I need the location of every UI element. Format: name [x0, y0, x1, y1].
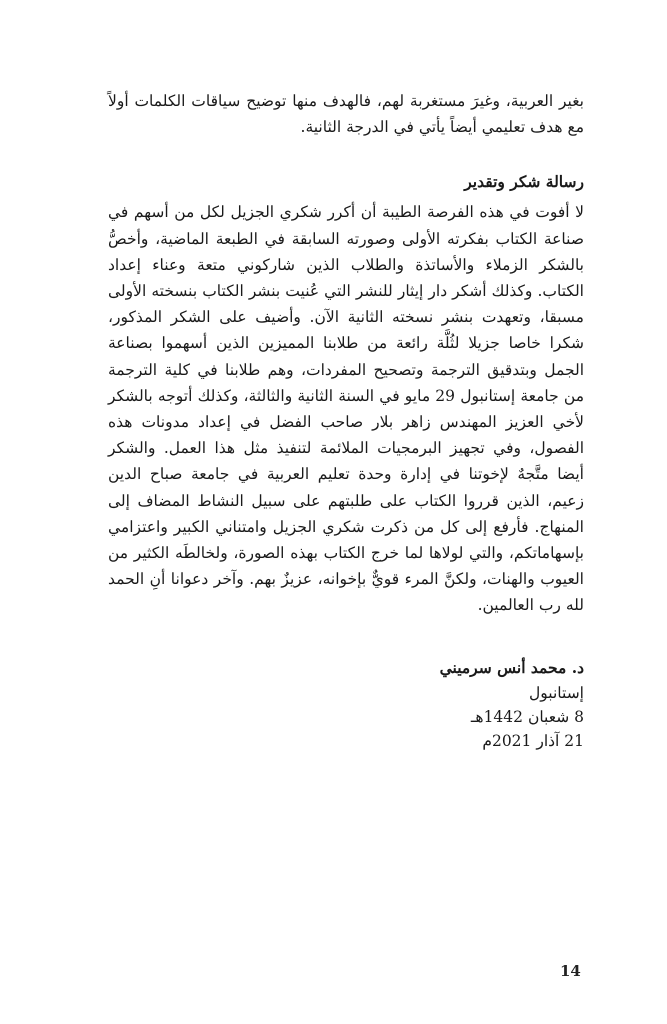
author-name: د. محمد أنس سرميني: [439, 657, 584, 677]
signature-block: [108, 655, 584, 753]
thanks-line: وكذلك أتوجه بالشكر لأخي العزيز المهندس زاهر بلار صاحب الفضل: [108, 386, 584, 432]
intro-line: بغير العربية، وغيرَ مستغربة لهم، فالهدف منها توضيح سياقات الكلمات: [134, 92, 584, 110]
thanks-line: إعداد الكتاب. وكذلك أشكر دار إيثار للنشر التي عُنيت بنشر الكتاب: [108, 255, 584, 301]
page-number: 14: [560, 962, 581, 980]
section-heading: رسالة شكر وتقدير: [464, 172, 584, 192]
thanks-line: في كلية الترجمة من جامعة إستانبول 29 مايو في السنة الثانية والثالثة،: [108, 360, 585, 405]
thanks-paragraph: [108, 199, 584, 618]
thanks-line: في جامعة صباح الدين زعيم، الذين قرروا الكتاب على طلبتهم على: [108, 465, 584, 510]
gregorian-date: 21 آذار 2021م: [482, 731, 584, 750]
thanks-line: قويٌّ بإخوانه، عزيزٌ بهم. وآخر دعوانا أنِ الحمد لله رب العالمين.: [108, 570, 584, 615]
thanks-line: أسهموا بصناعة الجمل وبتدقيق الترجمة وتصحيح المفردات، وهم طلابنا: [108, 334, 584, 379]
thanks-line: بنسخته الأولى مسبقا، وتعهدت بنشر نسخته الثانية الآن. وأضيف على: [108, 282, 584, 327]
thanks-line: سبيل النشاط المضاف إلى المنهاج. فأرفع إلى كل من ذكرت شكري: [108, 491, 584, 536]
thanks-line: مثل هذا العمل. والشكر أيضا متَّجهٌ لإخوتنا في إدارة وحدة تعليم العربية: [108, 439, 584, 484]
intro-line: أولاً مع هدف تعليمي أيضاً يأتي في الدرجة الثانية.: [108, 92, 584, 137]
thanks-line: في صناعة الكتاب بفكرته الأولى وصورته السابقة في الطبعة الماضية،: [108, 203, 584, 248]
thanks-line: في إعداد مدونات هذه الفصول، وفي تجهيز البرمجيات الملائمة لتنفيذ: [108, 413, 585, 458]
hijri-date: 8 شعبان 1442هـ: [470, 707, 584, 726]
page-body: [108, 88, 584, 753]
thanks-line: الجزيل وامتناني الكبير واعتزامي بإسهاماتكم، والتي لولاها لما خرج: [108, 517, 584, 563]
signature-city: إستانبول: [529, 683, 584, 702]
thanks-line: لا أفوت في هذه الفرصة الطيبة أن أكرر شكري الجزيل لكل من أسهم: [133, 203, 584, 222]
intro-paragraph: [108, 88, 584, 140]
thanks-line: وأخصُّ بالشكر الزملاء والأساتذة والطلاب الذين شاركوني متعة وعناء: [108, 229, 584, 274]
thanks-line: الشكر المذكور، شكرا خاصا جزيلا لثُلَّة رائعة من طلابنا المميزين الذين: [108, 308, 584, 353]
thanks-line: الكتاب بهذه الصورة، ولخالطَه الكثير من العيوب والهنات، ولكنَّ المرء: [108, 544, 584, 589]
